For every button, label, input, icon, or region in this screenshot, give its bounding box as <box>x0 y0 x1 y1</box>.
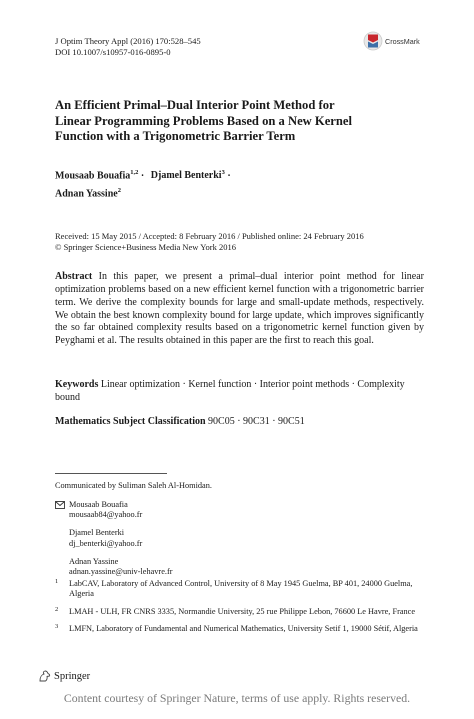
keywords-text: Linear optimization · Kernel function · Interior point methods · Complexity bound <box>55 379 405 403</box>
publisher-name: Springer <box>54 670 91 682</box>
courtesy-notice: Content courtesy of Springer Nature, terms of use apply. Rights reserved. <box>63 691 411 705</box>
author-line-2 <box>55 183 425 201</box>
affiliation-text: LMAH - ULH, FR CNRS 3335, Normandie University, 25 rue Philippe Lebon, 76600 Le Havre, France <box>69 606 416 616</box>
affiliation-number: 2 <box>55 605 59 613</box>
contact-entry <box>69 500 435 521</box>
abstract-text: In this paper, we present a primal–dual interior point method for linear optimization problems based on a new efficient kernel function with a trigonometric barrier term. We derive the complexity bounds for large and small-update methods, respectively. We obtain the best known complexity bound for large update, which improves significantly the so far obtained complexity results based on a trigonometric kernel function given by Peyghami et al. The results obtained in this paper are the first to reach this goal. <box>55 271 424 347</box>
author-line-1 <box>55 165 425 183</box>
affiliation-number: 1 <box>55 578 59 585</box>
author-name[interactable]: Djamel Benterki <box>150 170 222 182</box>
affiliation-entry <box>55 607 430 617</box>
contact-email[interactable]: adnan.yassine@univ-lehavre.fr <box>69 567 173 577</box>
crossmark-icon <box>363 30 383 52</box>
contact-name: Mousaab Bouafia <box>69 500 128 509</box>
springer-horse-icon <box>38 670 51 682</box>
publication-dates <box>55 231 435 252</box>
journal-line: J Optim Theory Appl (2016) 170:528–545 <box>55 36 201 46</box>
communicated-by: Communicated by Suliman Saleh Al-Homidan. <box>55 481 212 490</box>
keywords <box>55 379 424 405</box>
abstract-label: Abstract <box>55 271 93 282</box>
contact-name: Adnan Yassine <box>69 556 119 566</box>
author-affiliation-marker: 3 <box>221 169 225 176</box>
author-separator: · <box>224 170 231 182</box>
paper-title <box>55 98 425 145</box>
keywords-label: Keywords <box>55 379 99 390</box>
msc-codes: 90C05 · 90C31 · 90C51 <box>208 416 305 427</box>
springer-logo <box>38 670 90 682</box>
contact-entry <box>69 557 435 578</box>
author-name[interactable]: Mousaab Bouafia <box>55 170 131 182</box>
title-line: Linear Programming Problems Based on a New Kernel <box>55 113 352 128</box>
doi-line[interactable]: DOI 10.1007/s10957-016-0895-0 <box>55 46 171 57</box>
author-list <box>55 165 425 202</box>
contact-email[interactable]: dj_benterki@yahoo.fr <box>69 538 143 548</box>
footnote-divider <box>55 473 167 474</box>
msc-label: Mathematics Subject Classification <box>55 416 206 427</box>
contact-email[interactable]: mousaab84@yahoo.fr <box>69 510 143 520</box>
affiliations <box>55 579 430 642</box>
affiliation-number: 3 <box>55 623 59 631</box>
affiliation-text: LabCAV, Laboratory of Advanced Control, University of 8 May 1945 Guelma, BP 401, 24000 Guelma, Algeria <box>69 579 413 599</box>
subject-classification <box>55 416 424 429</box>
affiliation-entry <box>55 624 430 634</box>
abstract <box>55 271 424 348</box>
copyright-notice: © Springer Science+Business Media New York 2016 <box>55 241 236 252</box>
author-affiliation-marker: 1,2 <box>130 169 139 176</box>
journal-citation <box>55 36 201 57</box>
affiliation-entry <box>55 579 430 600</box>
author-name[interactable]: Adnan Yassine <box>55 188 118 200</box>
contact-entry <box>69 528 435 549</box>
crossmark-badge[interactable] <box>363 30 420 52</box>
crossmark-label: CrossMark <box>385 36 420 46</box>
envelope-icon <box>55 501 65 509</box>
title-line: Function with a Trigonometric Barrier Term <box>55 129 296 143</box>
author-separator: · <box>138 170 147 182</box>
contact-name: Djamel Benterki <box>69 528 125 538</box>
affiliation-text: LMFN, Laboratory of Fundamental and Numerical Mathematics, University Setif 1, 19000 Sétif, Algeria <box>69 624 418 634</box>
author-affiliation-marker: 2 <box>117 187 121 195</box>
publication-history: Received: 15 May 2015 / Accepted: 8 February 2016 / Published online: 24 February 2016 <box>55 231 364 241</box>
corresponding-contacts <box>55 500 435 585</box>
title-line: An Efficient Primal–Dual Interior Point Method for <box>55 98 335 112</box>
